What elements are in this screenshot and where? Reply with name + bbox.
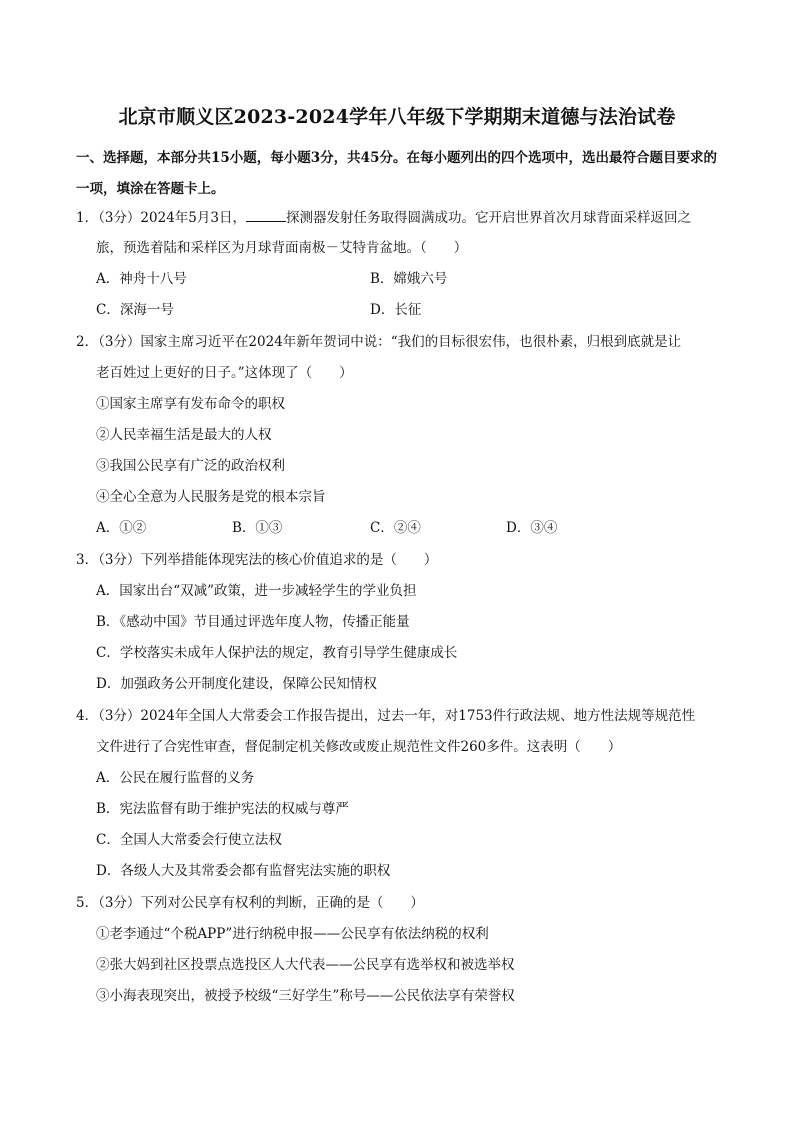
question-2-line-1: 2．（3分）国家主席习近平在2024年新年贺词中说：“我们的目标很宏伟，也很朴素，归根到底就是让	[76, 334, 682, 350]
question-1-blank	[246, 207, 286, 222]
question-4-option-a: A．公民在履行监督的义务	[96, 770, 255, 786]
question-2-line-2: 老百姓过上更好的日子。”这体现了（ ）	[96, 365, 353, 381]
question-2-item-1: ①国家主席享有发布命令的职权	[96, 396, 285, 412]
page-title: 北京市顺义区2023-2024学年八年级下学期期末道德与法治试卷	[118, 106, 676, 128]
question-2-option-d: D．③④	[506, 520, 558, 536]
question-2-item-3: ③我国公民享有广泛的政治权利	[96, 458, 285, 474]
question-4-option-c: C．全国人大常委会行使立法权	[96, 832, 282, 848]
question-5-item-2: ②张大妈到社区投票点选投区人大代表——公民享有选举权和被选举权	[96, 957, 515, 973]
question-3-option-d: D．加强政务公开制度化建设，保障公民知情权	[96, 676, 377, 692]
question-5-item-3: ③小海表现突出，被授予校级“三好学生”称号——公民依法享有荣誉权	[96, 988, 515, 1004]
question-2-option-c: C．②④	[370, 520, 421, 536]
question-4-option-d: D．各级人大及其常委会都有监督宪法实施的职权	[96, 863, 391, 879]
question-1-option-a: A．神舟十八号	[96, 271, 187, 287]
question-3-option-c: C．学校落实未成年人保护法的规定，教育引导学生健康成长	[96, 645, 458, 661]
question-5-item-1: ①老李通过“个税APP”进行纳税申报——公民享有依法纳税的权利	[96, 926, 489, 942]
section-heading: 一、选择题，本部分共15小题，每小题3分，共45分。在每小题列出的四个选项中，选出最符合题目要求的一项，填涂在答题卡上。	[76, 150, 717, 197]
question-4-line-1: 4．（3分）2024年全国人大常委会工作报告提出，过去一年，对1753件行政法规、地方性法规等规范性	[76, 708, 696, 724]
question-2-option-b: B．①③	[232, 520, 283, 536]
question-1-option-b: B．嫦娥六号	[370, 271, 448, 287]
question-2-item-4: ④全心全意为人民服务是党的根本宗旨	[96, 489, 326, 505]
question-1-option-d: D．长征	[370, 302, 422, 318]
question-3-option-a: A．国家出台“双减”政策，进一步减轻学生的学业负担	[96, 583, 417, 599]
question-3-option-b: B．《感动中国》节目通过评选年度人物，传播正能量	[96, 614, 410, 630]
question-5-line-1: 5．（3分）下列对公民享有权利的判断，正确的是（ ）	[76, 895, 424, 911]
question-2-item-2: ②人民幸福生活是最大的人权	[96, 427, 272, 443]
question-1-text-pre: 1．（3分）2024年5月3日，	[76, 210, 246, 226]
question-2-option-a: A．①②	[96, 520, 147, 536]
question-1-line-2: 旅，预选着陆和采样区为月球背面南极－艾特肯盆地。（ ）	[96, 240, 468, 256]
question-4-line-2: 文件进行了合宪性审查，督促制定机关修改或废止规范性文件260多件。这表明（ ）	[96, 739, 622, 755]
question-1-line-1	[76, 207, 691, 228]
question-1-option-c: C．深海一号	[96, 302, 174, 318]
question-1-text-post: 探测器发射任务取得圆满成功。它开启世界首次月球背面采样返回之	[285, 210, 691, 226]
question-3-line-1: 3．（3分）下列举措能体现宪法的核心价值追求的是（ ）	[76, 552, 438, 568]
question-4-option-b: B．宪法监督有助于维护宪法的权威与尊严	[96, 801, 349, 817]
